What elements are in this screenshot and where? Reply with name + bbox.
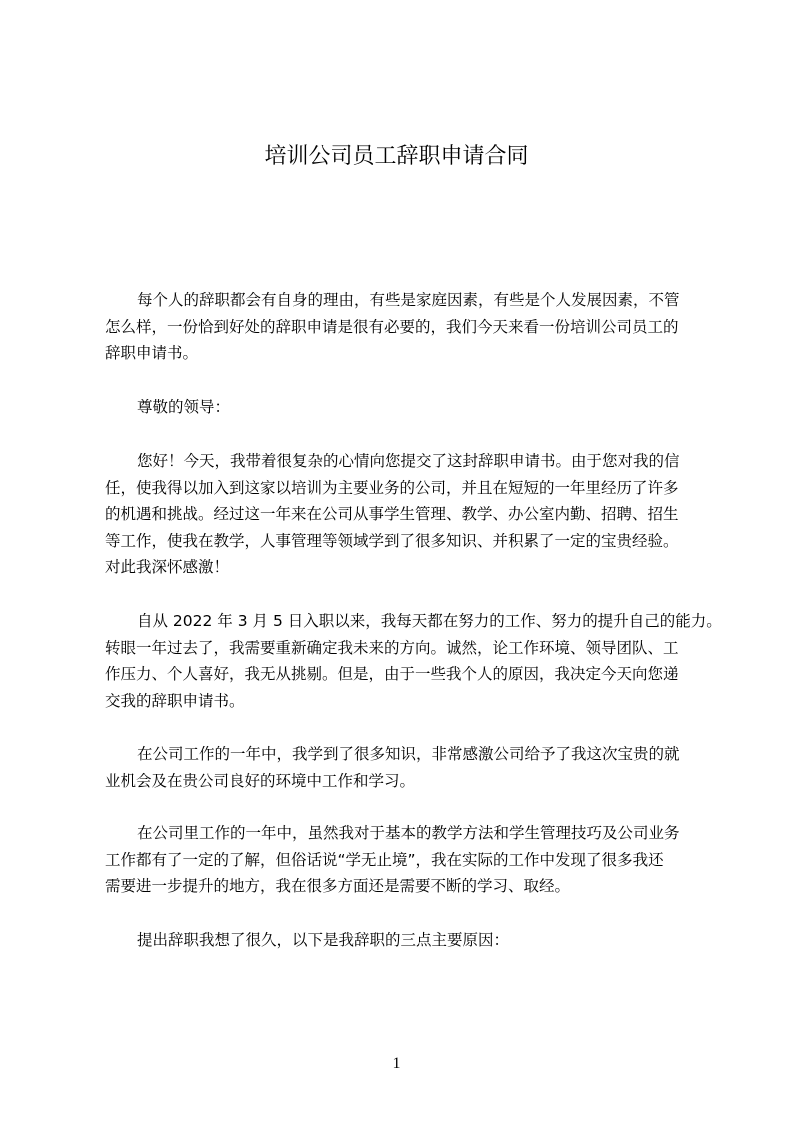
text-line: 业机会及在贵公司良好的环境中工作和学习。 xyxy=(105,771,416,790)
text-line: 的机遇和挑战。经过这一年来在公司从事学生管理、教学、办公室内勤、招聘、招生 xyxy=(105,505,679,523)
text-line: 每个人的辞职都会有自身的理由，有些是家庭因素，有些是个人发展因素，不管 xyxy=(137,291,680,309)
text-line: 在公司工作的一年中，我学到了很多知识，非常感激公司给予了我这次宝贵的就 xyxy=(137,745,680,763)
paragraph-gratitude xyxy=(105,741,705,794)
paragraph-greeting xyxy=(105,448,705,581)
text-line: 工作都有了一定的了解，但俗话说“学无止境”，我在实际的工作中发现了很多我还 xyxy=(105,850,664,869)
paragraph-learning xyxy=(105,820,705,900)
page-number: 1 xyxy=(392,1055,401,1072)
text-line: 等工作，使我在教学，人事管理等领域学到了很多知识、并积累了一定的宝贵经验。 xyxy=(105,531,679,550)
text-line: 转眼一年过去了，我需要重新确定我未来的方向。诚然，论工作环境、领导团队、工 xyxy=(105,638,679,657)
text-line: 辞职申请书。 xyxy=(105,344,199,362)
text-line: 需要进一步提升的地方，我在很多方面还是需要不断的学习、取经。 xyxy=(105,877,571,895)
paragraph-since-joining xyxy=(105,608,722,714)
salutation xyxy=(105,394,705,421)
text-line: 在公司里工作的一年中，虽然我对于基本的教学方法和学生管理技巧及公司业务 xyxy=(137,824,680,842)
paragraph-reasons xyxy=(105,927,705,954)
text-line: 对此我深怀感激！ xyxy=(105,558,230,576)
text-line: 提出辞职我想了很久，以下是我辞职的三点主要原因： xyxy=(137,931,510,949)
document-title: 培训公司员工辞职申请合同 xyxy=(264,144,529,169)
text-line: 怎么样，一份恰到好处的辞职申请是很有必要的，我们今天来看一份培训公司员工的 xyxy=(105,317,679,336)
text-line: 作压力、个人喜好，我无从挑剔。但是，由于一些我个人的原因，我决定今天向您递 xyxy=(105,665,679,683)
text-line: 自从 2022 年 3 月 5 日入职以来，我每天都在努力的工作、努力的提升自己的能力。 xyxy=(137,612,722,630)
text-line: 任，使我得以加入到这家以培训为主要业务的公司，并且在短短的一年里经历了许多 xyxy=(105,478,679,497)
text-line: 您好！今天，我带着很复杂的心情向您提交了这封辞职申请书。由于您对我的信 xyxy=(137,452,680,470)
paragraph-intro xyxy=(105,287,705,367)
text-line: 交我的辞职申请书。 xyxy=(105,691,245,710)
text-line: 尊敬的领导： xyxy=(137,398,231,416)
